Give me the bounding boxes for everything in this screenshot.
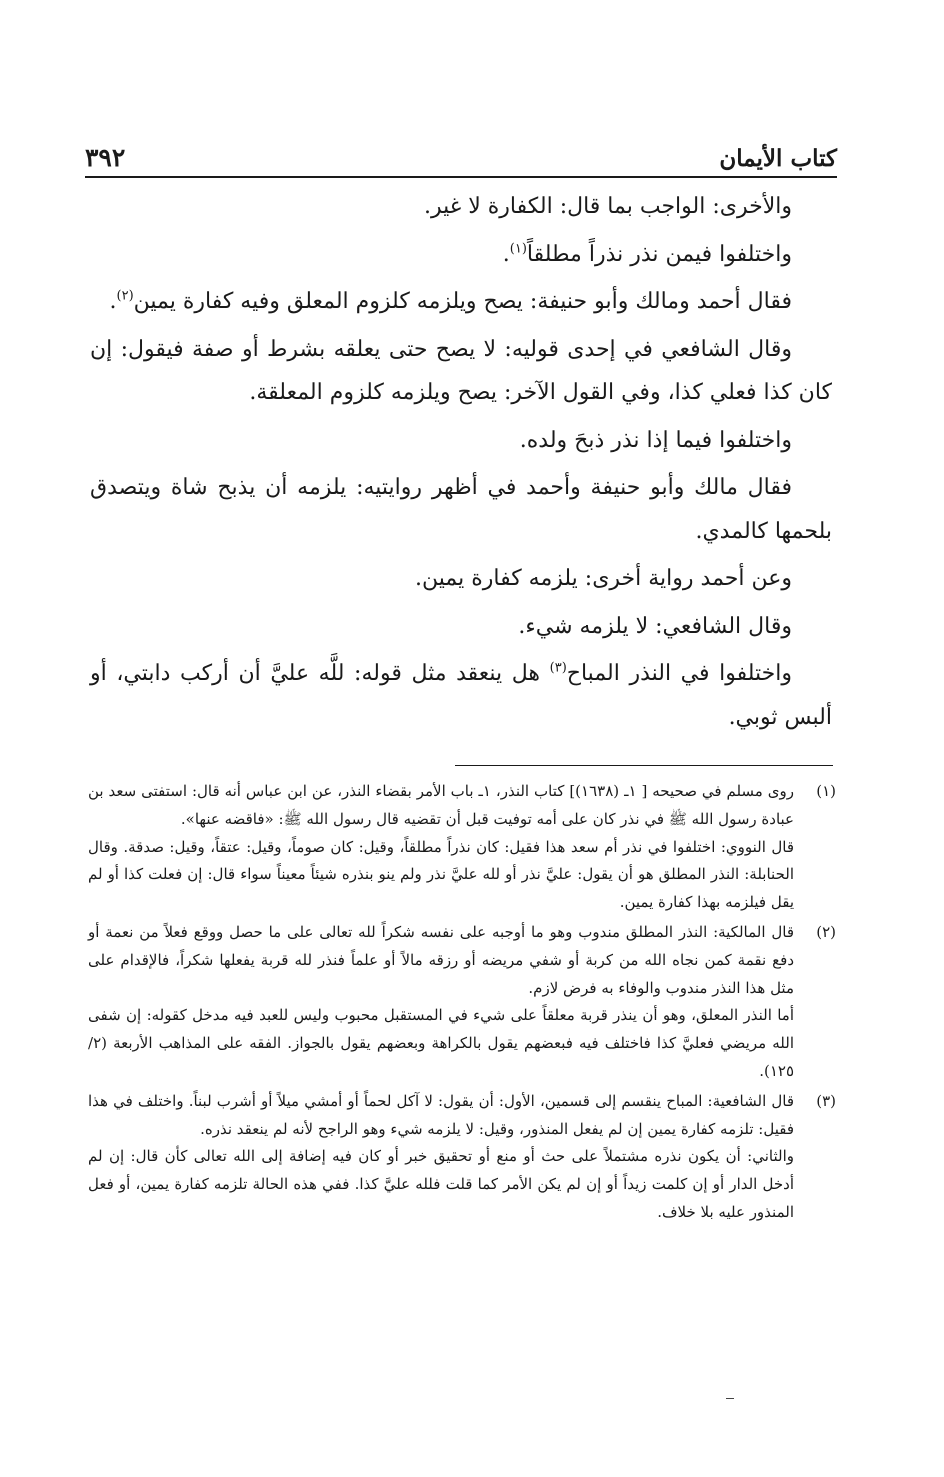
footnote-ref-3[interactable]: (٣)	[549, 660, 567, 676]
paragraph-5: واختلفوا فيما إذا نذر ذبحَ ولده.	[519, 427, 792, 453]
footnote-2	[88, 919, 836, 1086]
footnote-ref-1[interactable]: (١)	[509, 241, 527, 257]
page-mark	[726, 1398, 734, 1399]
paragraph-3: فقال أحمد ومالك وأبو حنيفة: يصح ويلزمه كلزوم المعلق وفيه كفارة يمين$^{(٢)}$.	[109, 288, 792, 314]
footnote-text: قال الشافعية: المباح ينقسم إلى قسمين، الأول: أن يقول: لا آكل لحماً أو أمشي ميلاً أو أشرب لبناً. واختلف في هذا فقيل: تلزمه كفارة يمين إن لم يفعل المنذور، وقيل: لا يلزمه شيء وهو الراجح لأنه لم ينعقد نذره.	[88, 1091, 794, 1138]
footnote-text: والثاني: أن يكون نذره مشتملاً على حث أو منع أو تحقيق خبر أو كان فيه إضافة إلى الله تعالى كأن قال: إن لم أدخل الدار أو إن كلمت زيداً أو إن لم يكن الأمر كما قلت فلله عليَّ كذا. ففي هذه الحالة تلزمه كفارة يمين، أو فعل المنذور عليه بلا خلاف.	[88, 1147, 794, 1221]
page-number: ٣٩٢	[85, 143, 126, 172]
footnote-number: (١)	[816, 782, 836, 800]
footnote-text: روى مسلم في صحيحه [ ١ـ (١٦٣٨)] كتاب النذر، ١ـ باب الأمر بقضاء النذر، عن ابن عباس أنه قال: استفتى سعد بن عبادة رسول الله ﷺ في نذر كان على أمه توفيت قبل أن تقضيه قال رسول الله ﷺ: «فاقضه عنها».	[88, 782, 795, 828]
header-rule	[85, 176, 837, 178]
paragraph-2: واختلفوا فيمن نذر نذراً مطلقاً$^{(١)}$.	[502, 241, 792, 267]
paragraph-1: والأخرى: الواجب بما قال: الكفارة لا غير.	[423, 194, 792, 219]
main-text	[90, 185, 832, 743]
footnote-text: أما النذر المعلق، وهو أن ينذر قربة معلقاً على شيء في المستقبل محبوب وليس للعبد فيه مدخل كقوله: إن شفى الله مريضي فعليَّ كذا فاختلف فيه فبعضهم يقول بالكراهة وبعضهم يقول بالجواز. الفقه على المذاهب الأربعة (٢/ ١٢٥).	[88, 1006, 794, 1080]
paragraph-9: واختلفوا في النذر المباح$^{(٣)}$ هل ينعقد مثل قوله: للَّه عليَّ أن أركب دابتي، أو ألبس ثوبي.	[90, 660, 832, 730]
paragraph-7: وعن أحمد رواية أخرى: يلزمه كفارة يمين.	[415, 566, 792, 591]
footnote-ref-2[interactable]: (٢)	[116, 288, 134, 304]
book-title: كتاب الأيمان	[719, 145, 837, 172]
footnotes	[88, 778, 836, 1229]
footnote-3	[88, 1088, 836, 1227]
paragraph-4: وقال الشافعي في إحدى قوليه: لا يصح حتى يعلقه بشرط أو صفة فيقول: إن كان كذا فعلي كذا، وفي القول الآخر: يصح ويلزمه كلزوم المعلقة.	[90, 336, 832, 405]
footnote-1	[88, 778, 836, 917]
footnote-separator	[455, 765, 833, 766]
footnote-number: (٣)	[816, 1091, 836, 1110]
page-header	[85, 138, 837, 178]
footnote-text: قال النووي: اختلفوا في نذر أم سعد هذا فقيل: كان نذراً مطلقاً، وقيل: كان صوماً، وقيل: عتقاً، وقيل: صدقة. وقال الحنابلة: النذر المطلق هو أن يقول: عليَّ نذر أو لله عليَّ نذر ولم ينو بنذره شيئاً معيناً سواء قال: إن فعلت كذا أو لم يقل فيلزمه بهذا كفارة يمين.	[88, 837, 794, 912]
footnote-text: قال المالكية: النذر المطلق مندوب وهو ما أوجبه على نفسه شكراً لله تعالى على ما حصل ووقع فعلاً من نعمة أو دفع نقمة كمن نجاه الله من كربة أو شفي مريضه أو رزقه مالاً أو علماً فنذر لله قربة يفعلها شكراً، فالإقدام على مثل هذا النذر مندوب والوفاء به فرض لازم.	[88, 922, 794, 997]
paragraph-6: فقال مالك وأبو حنيفة وأحمد في أظهر روايتيه: يلزمه أن يذبح شاة ويتصدق بلحمها كالمدي.	[90, 475, 832, 544]
paragraph-8: وقال الشافعي: لا يلزمه شيء.	[518, 613, 792, 639]
footnote-number: (٢)	[816, 922, 836, 941]
